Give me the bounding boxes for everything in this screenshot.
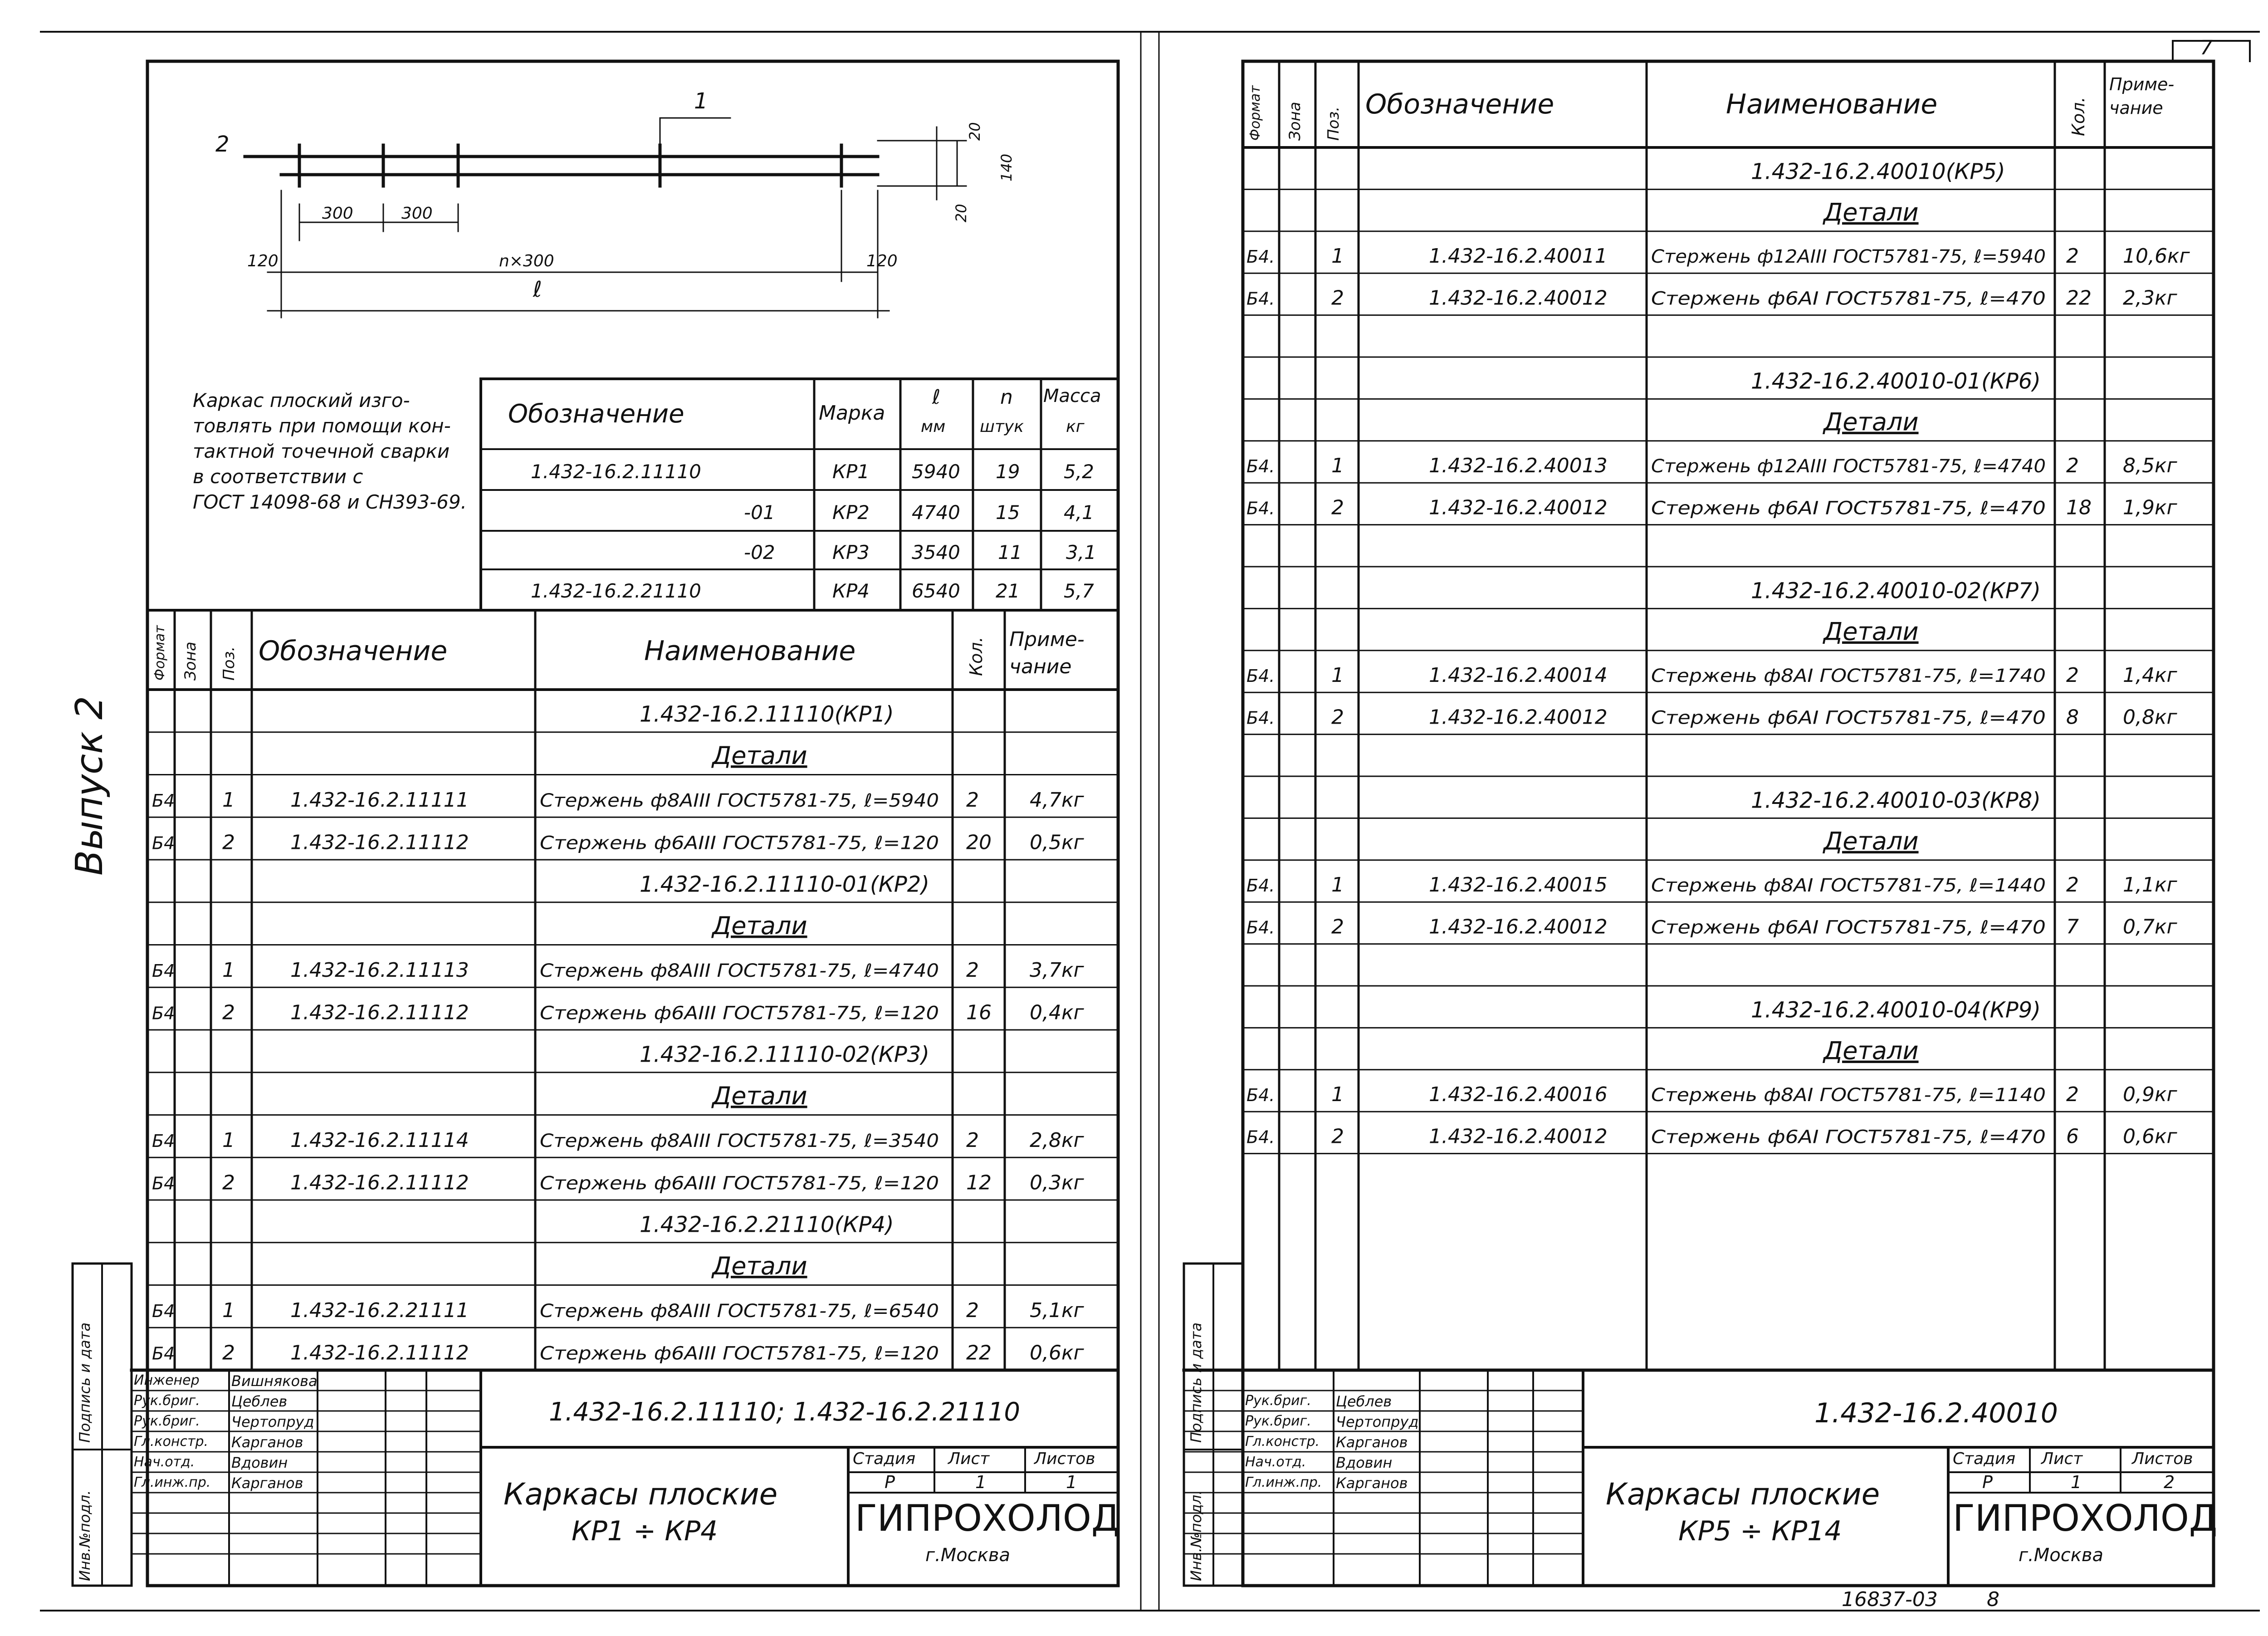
item-designation: 1.432-16.2.40012: [1429, 496, 1608, 519]
item-quantity: 2: [2066, 454, 2079, 478]
staff-role: Рук.бриг.: [1245, 1393, 1311, 1409]
assembly-heading: 1.432-16.2.11110-01(КР2): [640, 872, 929, 897]
item-format: Б4: [152, 790, 175, 811]
item-position: 2: [222, 831, 235, 854]
item-format: Б4.: [1246, 917, 1275, 938]
item-position: 1: [222, 958, 235, 982]
section-heading: Детали: [1823, 1036, 1919, 1065]
assembly-heading: 1.432-16.2.11110(КР1): [640, 701, 894, 727]
item-position: 1: [1331, 873, 1344, 897]
item-format: Б4.: [1246, 876, 1275, 896]
item-format: Б4.: [1246, 456, 1275, 477]
item-name: Стержень ф6АIII ГОСТ5781-75, ℓ=120: [540, 1173, 939, 1194]
assembly-heading: 1.432-16.2.11110-02(КР3): [640, 1042, 929, 1068]
item-format: Б4.: [1246, 1127, 1275, 1147]
staff-role: Нач.отд.: [1245, 1454, 1306, 1470]
item-quantity: 6: [2066, 1125, 2079, 1148]
variants-header-n: n: [1000, 386, 1013, 409]
variant-mass: 5,2: [1064, 460, 1094, 483]
item-quantity: 16: [966, 1001, 992, 1024]
variant-mass: 3,1: [1066, 541, 1096, 563]
item-format: Б4: [152, 833, 175, 853]
item-note: 0,8кг: [2123, 705, 2177, 729]
item-note: 0,4кг: [1030, 1001, 1084, 1024]
item-format: Б4: [152, 960, 175, 981]
left-stage-label: Стадия: [853, 1450, 916, 1468]
item-designation: 1.432-16.2.11113: [290, 958, 469, 982]
right-header-note: Приме-чание: [2109, 74, 2175, 118]
item-note: 0,6кг: [2123, 1125, 2177, 1148]
left-sheets-label: Листов: [1034, 1450, 1095, 1468]
section-heading: Детали: [712, 741, 807, 770]
item-name: Стержень ф12АIII ГОСТ5781-75, ℓ=5940: [1651, 246, 2046, 268]
item-name: Стержень ф8АIII ГОСТ5781-75, ℓ=6540: [540, 1300, 939, 1322]
item-position: 1: [1331, 245, 1344, 268]
item-quantity: 18: [2066, 496, 2092, 519]
variant-l: 5940: [912, 460, 960, 483]
variant-mass: 4,1: [1064, 501, 1094, 524]
item-position: 1: [1331, 454, 1344, 478]
item-designation: 1.432-16.2.11112: [290, 1001, 469, 1024]
section-heading: Детали: [712, 1252, 807, 1281]
archive-number: 16837-03: [1842, 1588, 1938, 1611]
item-designation: 1.432-16.2.11111: [290, 788, 469, 812]
variants-header-l: ℓ: [932, 386, 941, 409]
item-name: Стержень ф8АIII ГОСТ5781-75, ℓ=4740: [540, 960, 939, 981]
staff-role: Гл.констр.: [134, 1434, 209, 1450]
item-designation: 1.432-16.2.40011: [1429, 245, 1608, 268]
right-stage-label: Стадия: [1953, 1450, 2016, 1468]
left-title-code: 1.432-16.2.11110; 1.432-16.2.21110: [549, 1397, 1020, 1427]
section-heading: Детали: [1823, 198, 1919, 227]
staff-name: Чертопруд: [231, 1413, 314, 1430]
left-sheet-label: Лист: [948, 1450, 990, 1468]
item-designation: 1.432-16.2.21111: [290, 1298, 469, 1322]
item-format: Б4.: [1246, 666, 1275, 686]
item-position: 2: [222, 1001, 235, 1024]
left-header-pos: Поз.: [220, 646, 238, 681]
item-name: Стержень ф6АIII ГОСТ5781-75, ℓ=120: [540, 833, 939, 854]
item-name: Стержень ф6АIII ГОСТ5781-75, ℓ=120: [540, 1343, 939, 1364]
item-designation: 1.432-16.2.11112: [290, 831, 469, 854]
variants-header-n-unit: штук: [980, 417, 1024, 436]
item-format: Б4.: [1246, 247, 1275, 267]
variant-designation: 1.432-16.2.11110: [531, 460, 701, 483]
right-title-name: Каркасы плоские: [1606, 1477, 1880, 1512]
item-note: 0,6кг: [1030, 1341, 1084, 1365]
staff-name: Вишнякова: [231, 1372, 318, 1390]
item-position: 2: [1331, 915, 1344, 939]
item-position: 1: [222, 1128, 235, 1152]
variant-l: 4740: [912, 501, 960, 524]
dim-300-b: 300: [401, 204, 433, 223]
assembly-heading: 1.432-16.2.40010-01(КР6): [1751, 368, 2041, 394]
item-quantity: 20: [966, 831, 992, 854]
dim-120-left: 120: [247, 252, 279, 270]
right-header-zone: Зона: [1286, 102, 1304, 141]
right-stage: Р: [1982, 1472, 1993, 1492]
dim-n300: n×300: [499, 252, 554, 270]
item-format: Б4.: [1246, 1085, 1275, 1106]
staff-role: Рук.бриг.: [1245, 1413, 1311, 1429]
item-quantity: 2: [2066, 1083, 2079, 1107]
item-designation: 1.432-16.2.11112: [290, 1341, 469, 1365]
dim-20-top: 20: [966, 122, 983, 141]
callout-2: 2: [215, 132, 230, 157]
item-position: 2: [222, 1171, 235, 1195]
item-designation: 1.432-16.2.40012: [1429, 1125, 1608, 1148]
item-designation: 1.432-16.2.40012: [1429, 705, 1608, 729]
staff-name: Карганов: [1336, 1434, 1408, 1451]
item-quantity: 2: [2066, 245, 2079, 268]
left-header-zone: Зона: [181, 642, 200, 681]
item-note: 1,4кг: [2123, 664, 2177, 687]
item-note: 2,3кг: [2123, 286, 2177, 310]
item-name: Стержень ф6АI ГОСТ5781-75, ℓ=470: [1651, 1127, 2046, 1148]
assembly-heading: 1.432-16.2.40010-02(КР7): [1751, 578, 2041, 604]
right-header-qty: Кол.: [2068, 97, 2088, 136]
section-heading: Детали: [712, 1082, 807, 1111]
left-side-sign: Подпись и дата: [76, 1322, 93, 1443]
item-note: 0,9кг: [2123, 1083, 2177, 1107]
item-quantity: 2: [2066, 664, 2079, 687]
left-header-designation: Обозначение: [259, 635, 448, 667]
section-heading: Детали: [1823, 617, 1919, 646]
right-org: ГИПРОХОЛОД: [1953, 1497, 2218, 1539]
item-quantity: 22: [2066, 286, 2092, 310]
right-city: г.Москва: [2019, 1545, 2103, 1566]
item-quantity: 12: [966, 1171, 992, 1195]
left-title-name: Каркасы плоские: [503, 1477, 778, 1512]
left-sheets: 1: [1066, 1472, 1077, 1492]
staff-role: Гл.констр.: [1245, 1434, 1320, 1450]
left-sheet: 1: [975, 1472, 987, 1492]
item-quantity: 8: [2066, 705, 2079, 729]
item-note: 5,1кг: [1030, 1298, 1084, 1322]
item-position: 2: [1331, 496, 1344, 519]
item-name: Стержень ф6АIII ГОСТ5781-75, ℓ=120: [540, 1003, 939, 1024]
staff-name: Карганов: [231, 1474, 303, 1492]
variant-mark: КР1: [832, 460, 870, 483]
item-name: Стержень ф8АIII ГОСТ5781-75, ℓ=5940: [540, 790, 939, 811]
item-format: Б4: [152, 1003, 175, 1024]
item-quantity: 2: [966, 788, 979, 812]
right-side-inv: Инв.№подл.: [1188, 1490, 1205, 1581]
assembly-heading: 1.432-16.2.40010(КР5): [1751, 159, 2005, 185]
item-note: 0,5кг: [1030, 831, 1084, 854]
section-heading: Детали: [712, 911, 807, 940]
staff-role: Нач.отд.: [134, 1454, 195, 1470]
left-header-name: Наименование: [644, 635, 856, 667]
right-header-format: Формат: [1247, 85, 1263, 141]
staff-name: Вдовин: [231, 1454, 288, 1471]
item-note: 1,1кг: [2123, 873, 2177, 897]
staff-name: Вдовин: [1336, 1454, 1393, 1471]
assembly-heading: 1.432-16.2.40010-03(КР8): [1751, 788, 2041, 813]
left-side-inv: Инв.№подл.: [76, 1490, 93, 1581]
dim-length: ℓ: [533, 277, 542, 302]
dim-20-bot: 20: [953, 204, 970, 222]
item-name: Стержень ф8АI ГОСТ5781-75, ℓ=1140: [1651, 1085, 2046, 1106]
item-position: 2: [1331, 1125, 1344, 1148]
variant-n: 21: [996, 580, 1020, 602]
variant-mark: КР4: [832, 580, 870, 602]
item-name: Стержень ф12АIII ГОСТ5781-75, ℓ=4740: [1651, 456, 2046, 477]
item-quantity: 2: [966, 1128, 979, 1152]
archive-sheet: 8: [1987, 1588, 1999, 1611]
item-note: 2,8кг: [1030, 1128, 1084, 1152]
item-format: Б4: [152, 1131, 175, 1151]
item-note: 0,7кг: [2123, 915, 2177, 939]
staff-name: Цеблев: [231, 1393, 288, 1410]
variants-header-l-unit: мм: [921, 417, 946, 436]
item-position: 1: [222, 788, 235, 812]
left-city: г.Москва: [925, 1545, 1010, 1566]
left-header-qty: Кол.: [966, 637, 986, 676]
staff-role: Гл.инж.пр.: [1245, 1474, 1322, 1490]
item-format: Б4: [152, 1301, 175, 1321]
variants-header-mass: Масса: [1043, 386, 1101, 407]
item-format: Б4.: [1246, 498, 1275, 519]
item-name: Стержень ф8АI ГОСТ5781-75, ℓ=1740: [1651, 666, 2046, 687]
left-header-note: Приме-чание: [1009, 628, 1085, 678]
staff-name: Карганов: [231, 1434, 303, 1451]
right-sheet: 1: [2071, 1472, 2082, 1492]
item-name: Стержень ф8АIII ГОСТ5781-75, ℓ=3540: [540, 1130, 939, 1151]
staff-role: Инженер: [134, 1372, 200, 1388]
variants-header-mark: Марка: [819, 402, 885, 425]
item-note: 4,7кг: [1030, 788, 1084, 812]
item-quantity: 22: [966, 1341, 992, 1365]
variant-l: 3540: [912, 541, 960, 563]
issue-label: Выпуск 2: [68, 696, 111, 876]
item-note: 8,5кг: [2123, 454, 2177, 478]
item-position: 2: [1331, 286, 1344, 310]
item-note: 1,9кг: [2123, 496, 2177, 519]
item-format: Б4: [152, 1173, 175, 1194]
item-designation: 1.432-16.2.40014: [1429, 664, 1608, 687]
item-name: Стержень ф6АI ГОСТ5781-75, ℓ=470: [1651, 917, 2046, 938]
item-designation: 1.432-16.2.11112: [290, 1171, 469, 1195]
item-designation: 1.432-16.2.40015: [1429, 873, 1608, 897]
item-position: 2: [222, 1341, 235, 1365]
right-side-sign: Подпись и дата: [1188, 1322, 1205, 1443]
variant-designation: -01: [744, 501, 775, 524]
item-format: Б4.: [1246, 708, 1275, 728]
item-quantity: 2: [966, 958, 979, 982]
item-note: 10,6кг: [2123, 245, 2190, 268]
assembly-heading: 1.432-16.2.40010-04(КР9): [1751, 997, 2041, 1023]
item-note: 3,7кг: [1030, 958, 1084, 982]
variant-designation: -02: [744, 541, 775, 563]
variant-mark: КР2: [832, 501, 870, 524]
item-designation: 1.432-16.2.40012: [1429, 915, 1608, 939]
right-header-pos: Поз.: [1325, 106, 1343, 141]
page-number: 7: [2200, 36, 2213, 59]
variant-l: 6540: [912, 580, 960, 602]
item-designation: 1.432-16.2.40013: [1429, 454, 1608, 478]
right-sheet-label: Лист: [2041, 1450, 2083, 1468]
variant-mark: КР3: [832, 541, 870, 563]
right-header-designation: Обозначение: [1365, 88, 1554, 120]
item-quantity: 7: [2066, 915, 2079, 939]
right-title-code: 1.432-16.2.40010: [1814, 1397, 2058, 1429]
item-quantity: 2: [966, 1298, 979, 1322]
variants-header-mass-unit: кг: [1066, 417, 1085, 436]
right-header-name: Наименование: [1726, 88, 1938, 120]
right-sheets: 2: [2164, 1472, 2175, 1492]
variant-n: 19: [996, 460, 1020, 483]
right-sheets-label: Листов: [2132, 1450, 2193, 1468]
item-name: Стержень ф6АI ГОСТ5781-75, ℓ=470: [1651, 707, 2046, 729]
right-title-range: КР5 ÷ КР14: [1678, 1515, 1842, 1547]
variants-header-designation: Обозначение: [508, 399, 684, 429]
variant-n: 15: [996, 501, 1020, 524]
callout-1: 1: [694, 88, 708, 114]
item-designation: 1.432-16.2.40012: [1429, 286, 1608, 310]
item-name: Стержень ф8АI ГОСТ5781-75, ℓ=1440: [1651, 875, 2046, 896]
dim-300-a: 300: [322, 204, 353, 223]
variant-mass: 5,7: [1064, 580, 1094, 602]
item-format: Б4.: [1246, 289, 1275, 309]
manufacturing-note: Каркас плоский изго- товлять при помощи кон- тактной точечной сварки в соответствии с ГОСТ 14098-68 и СН393-69.: [193, 389, 467, 513]
item-position: 1: [1331, 664, 1344, 687]
variant-designation: 1.432-16.2.21110: [531, 580, 701, 602]
item-designation: 1.432-16.2.11114: [290, 1128, 469, 1152]
staff-name: Цеблев: [1336, 1393, 1392, 1410]
left-title-range: КР1 ÷ КР4: [572, 1515, 718, 1547]
item-position: 1: [222, 1298, 235, 1322]
section-heading: Детали: [1823, 827, 1919, 856]
staff-role: Рук.бриг.: [134, 1413, 200, 1429]
item-name: Стержень ф6АI ГОСТ5781-75, ℓ=470: [1651, 288, 2046, 309]
dim-120-right: 120: [866, 252, 898, 270]
item-position: 2: [1331, 705, 1344, 729]
item-format: Б4: [152, 1343, 175, 1364]
item-position: 1: [1331, 1083, 1344, 1107]
section-heading: Детали: [1823, 407, 1919, 436]
item-quantity: 2: [2066, 873, 2079, 897]
item-designation: 1.432-16.2.40016: [1429, 1083, 1608, 1107]
item-note: 0,3кг: [1030, 1171, 1084, 1195]
left-stage: Р: [885, 1472, 895, 1492]
staff-name: Чертопруд: [1336, 1413, 1419, 1430]
left-org: ГИПРОХОЛОД: [855, 1497, 1120, 1539]
dim-140: 140: [998, 153, 1015, 181]
left-header-format: Формат: [152, 625, 168, 681]
assembly-heading: 1.432-16.2.21110(КР4): [640, 1212, 894, 1238]
staff-name: Карганов: [1336, 1474, 1408, 1492]
item-name: Стержень ф6АI ГОСТ5781-75, ℓ=470: [1651, 498, 2046, 519]
variant-n: 11: [998, 541, 1022, 563]
staff-role: Рук.бриг.: [134, 1393, 200, 1409]
staff-role: Гл.инж.пр.: [134, 1474, 211, 1490]
